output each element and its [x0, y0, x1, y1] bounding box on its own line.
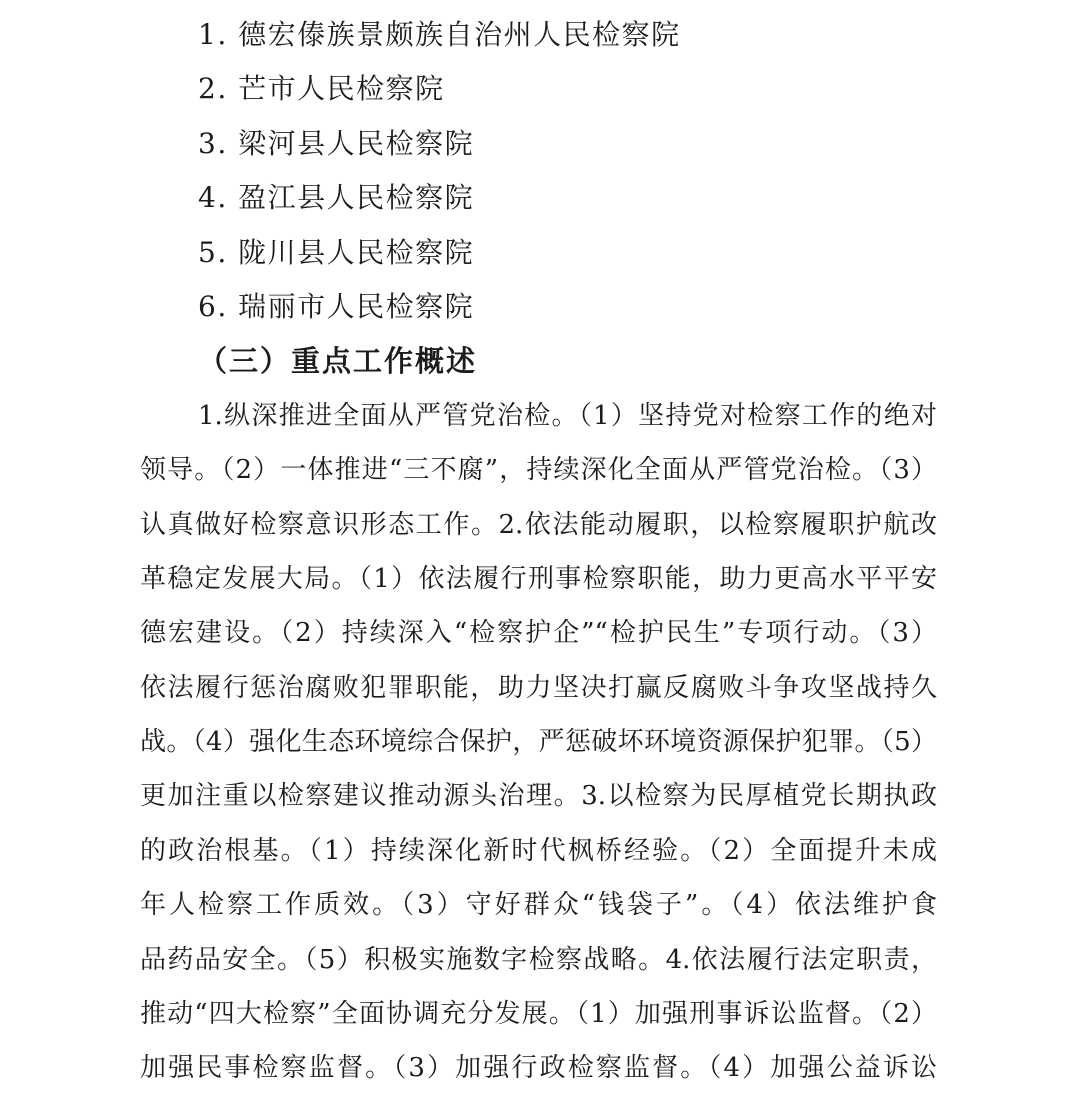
paragraph-line-7: 战。（4）强化生态环境综合保护，严惩破坏环境资源保护犯罪。（5） [140, 727, 937, 758]
org-list-item-1: 1. 德宏傣族景颇族自治州人民检察院 [198, 18, 681, 51]
section-heading: （三）重点工作概述 [198, 344, 478, 379]
paragraph-line-12: 推动“四大检察”全面协调充分发展。（1）加强刑事诉讼监督。（2） [140, 999, 937, 1030]
paragraph-line-8: 更加注重以检察建议推动源头治理。3.以检察为民厚植党长期执政 [140, 781, 937, 812]
org-list-item-3: 3. 梁河县人民检察院 [198, 126, 475, 160]
paragraph-line-6: 依法履行惩治腐败犯罪职能，助力坚决打赢反腐败斗争攻坚战持久 [140, 672, 937, 703]
paragraph-line-2: 领导。（2）一体推进“三不腐”，持续深化全面从严管党治检。（3） [140, 455, 937, 486]
paragraph-line-4: 革稳定发展大局。（1）依法履行刑事检察职能，助力更高水平平安 [140, 563, 937, 594]
paragraph-line-1: 1.纵深推进全面从严管党治检。（1）坚持党对检察工作的绝对 [198, 400, 937, 431]
document-content [140, 8, 937, 1096]
org-list-item-2: 2. 芒市人民检察院 [198, 72, 445, 106]
org-list-item-5: 5. 陇川县人民检察院 [198, 235, 475, 269]
paragraph-line-9: 的政治根基。（1）持续深化新时代枫桥经验。（2）全面提升未成 [140, 835, 937, 866]
paragraph-line-11: 品药品安全。（5）积极实施数字检察战略。4.依法履行法定职责， [140, 944, 937, 975]
paragraph-line-3: 认真做好检察意识形态工作。2.依法能动履职，以检察履职护航改 [140, 509, 937, 540]
org-list-item-4: 4. 盈江县人民检察院 [198, 181, 475, 215]
paragraph-line-10: 年人检察工作质效。（3）守好群众“钱袋子”。（4）依法维护食 [140, 890, 937, 921]
paragraph-line-13: 加强民事检察监督。（3）加强行政检察监督。（4）加强公益诉讼 [140, 1053, 937, 1084]
org-list-item-6: 6. 瑞丽市人民检察院 [198, 289, 475, 323]
paragraph-line-5: 德宏建设。（2）持续深入“检察护企”“检护民生”专项行动。（3） [140, 618, 937, 649]
